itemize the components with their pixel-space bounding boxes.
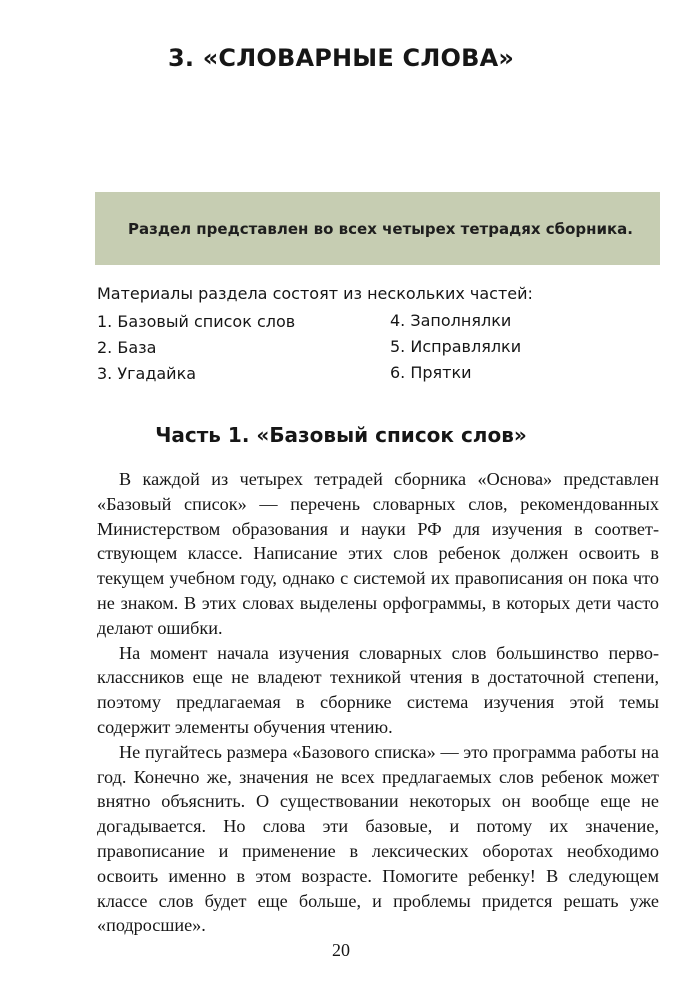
paragraph-3: Не пугайтесь размера «Базового списка» — это программа работы на год. Конечно же, значения не всех предлагаемых слов ребенок может внятно объяснить. О существовании некоторых он вообще еще не догадывается. Но слова эти базовые, и потому их значение, правописание и применение в лексических оборотах необходимо освоить именно в этом возрасте. Помогите ребенку! В следующем классе слов будет еще больше, и проблемы придется решать уже «подросшие». [97,741,659,936]
parts-intro: Материалы раздела состоят из нескольких частей: [97,284,533,303]
paragraph-1: В каждой из четырех тетрадей сборника «Основа» представлен «Базовый список» — перечень словарных слов, рекомендованных Министерством образования и науки РФ для изучения в соответствующем классе. Написание этих слов ребенок должен освоить в текущем учебном году, однако с системой их правописания он пока что не знаком. В этих словах выделены орфограммы, в которых дети часто делают ошибки. [97,469,659,638]
part-item-3: 3. Угадайка [97,364,197,383]
part-item-5: 5. Исправлялки [390,337,522,356]
body-text [97,467,659,938]
parts-list-left [97,309,295,387]
section-banner [95,192,660,265]
section-title: Часть 1. «Базовый список слов» [155,423,527,447]
part-item-1: 1. Базовый список слов [97,312,296,331]
chapter-title: 3. «СЛОВАРНЫЕ СЛОВА» [167,44,515,72]
banner-text: Раздел представлен во всех четырех тетрадях сборника. [127,219,634,238]
parts-list-right [390,308,521,386]
part-item-2: 2. База [97,338,157,357]
part-item-4: 4. Заполнялки [390,311,512,330]
paragraph-2: На момент начала изучения словарных слов большинство первоклассников еще не владеют техникой чтения в достаточной степени, поэтому предлагаемая в сборнике система изучения этой темы содержит элементы обучения чтению. [97,642,659,737]
part-item-6: 6. Прятки [390,363,472,382]
page-number: 20 [332,940,350,960]
